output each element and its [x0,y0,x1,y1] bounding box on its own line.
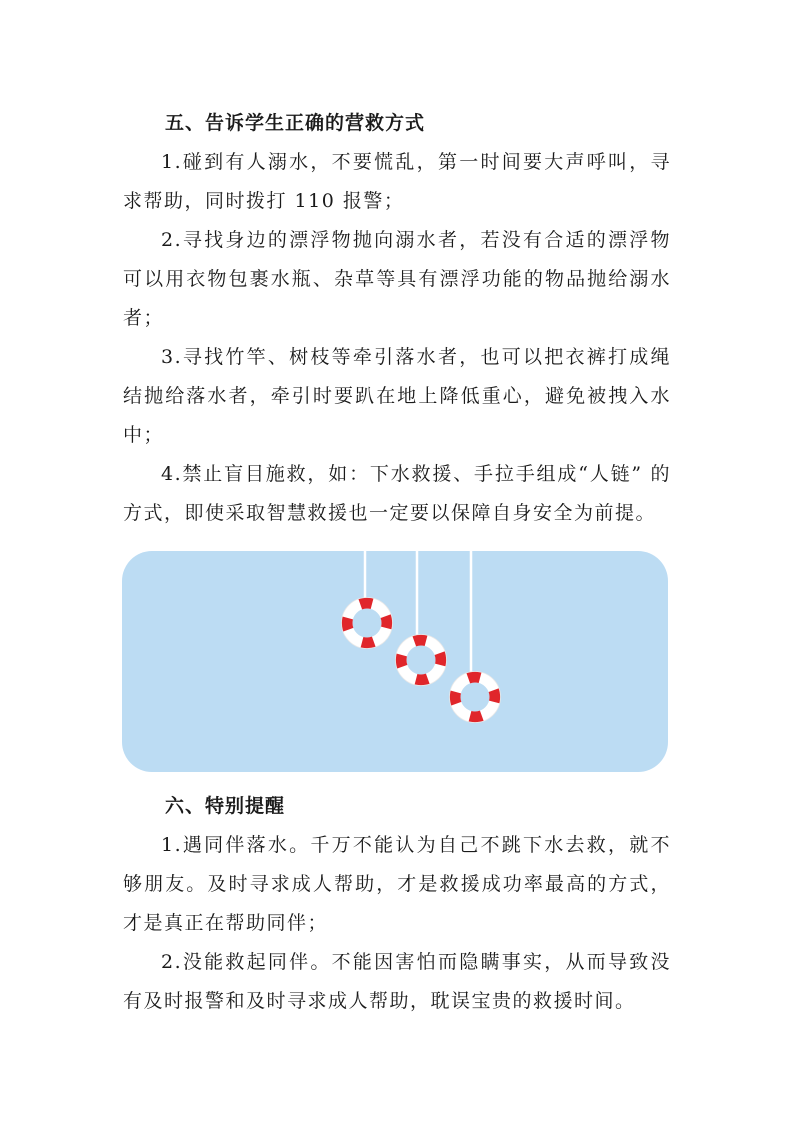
section-5-item-1: 1.碰到有人溺水，不要慌乱，第一时间要大声呼叫，寻求帮助，同时拨打 110 报警； [123,151,671,212]
section-5-item-4: 4.禁止盲目施救，如：下水救援、手拉手组成“人链” 的方式，即使采取智慧救援也一定要以保障自身安全为前提。 [123,463,671,524]
water-background [122,551,668,772]
section-6-heading: 六、特别提醒 [165,795,286,817]
lifebuoy-illustration-svg [122,551,668,772]
section-5-item-3: 3.寻找竹竿、树枝等牵引落水者，也可以把衣裤打成绳结抛给落水者，牵引时要趴在地上降低重心，避免被拽入水中； [123,346,671,446]
section-5-heading: 五、告诉学生正确的营救方式 [165,112,426,134]
section-6-item-2: 2.没能救起同伴。不能因害怕而隐瞒事实，从而导致没有及时报警和及时寻求成人帮助，耽误宝贵的救援时间。 [123,951,671,1012]
lifebuoy-illustration [122,551,668,772]
section-6-item-1: 1.遇同伴落水。千万不能认为自己不跳下水去救，就不够朋友。及时寻求成人帮助，才是救援成功率最高的方式，才是真正在帮助同伴； [123,834,671,934]
section-5-item-2: 2.寻找身边的漂浮物抛向溺水者，若没有合适的漂浮物可以用衣物包裹水瓶、杂草等具有漂浮功能的物品抛给溺水者； [123,229,671,329]
